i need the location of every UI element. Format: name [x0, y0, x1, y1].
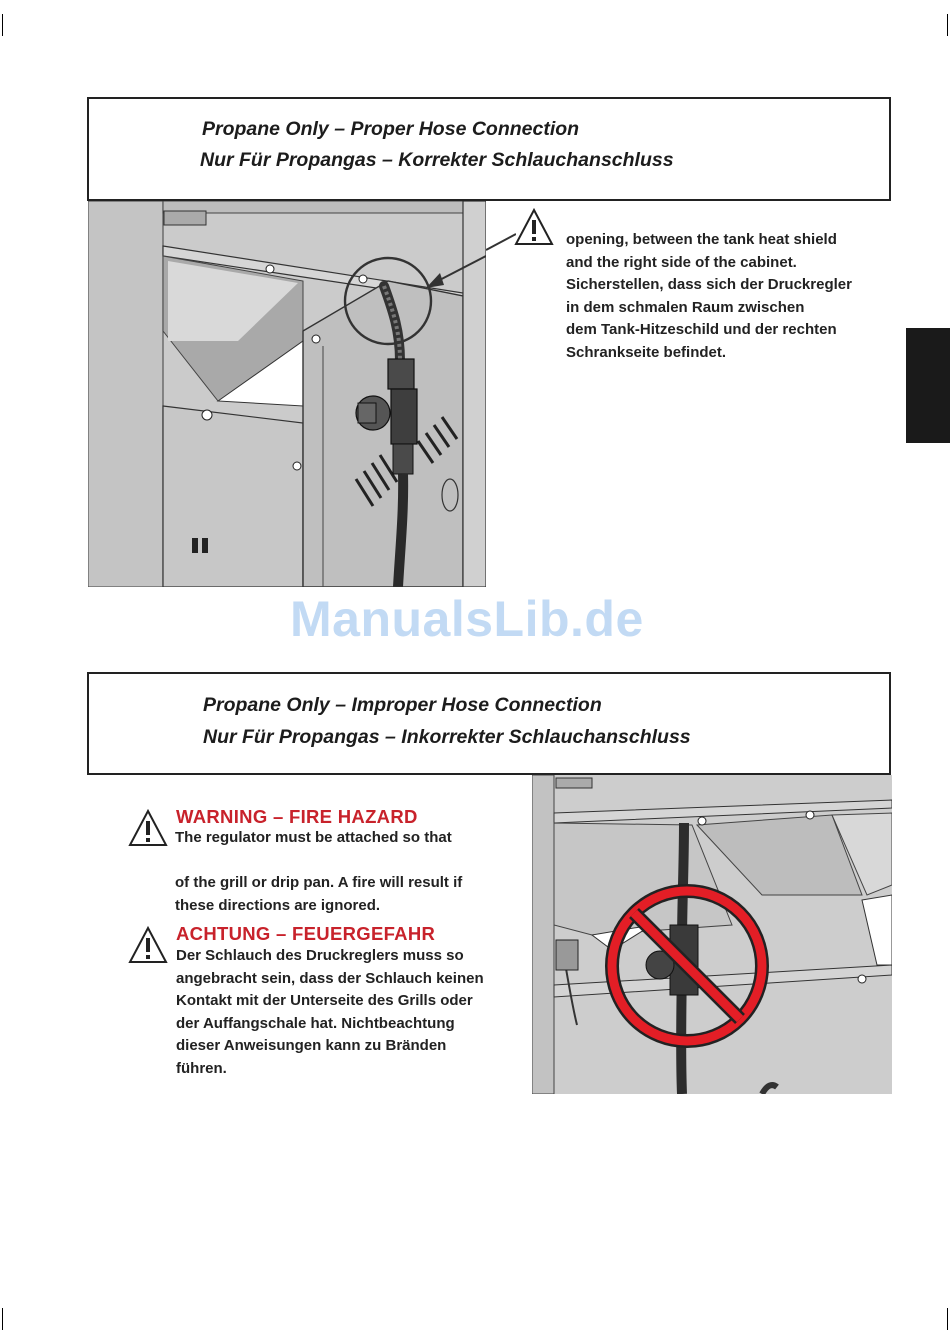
warning-line: führen.	[176, 1059, 227, 1077]
warning-line: these directions are ignored.	[175, 896, 381, 914]
warning-line: der Auffangschale hat. Nichtbeachtung	[176, 1014, 455, 1032]
caption-line: Schrankseite befindet.	[566, 343, 727, 361]
pointer-arrow	[486, 232, 516, 252]
warning-text-de	[176, 945, 484, 1080]
warning-heading-en: WARNING – FIRE HAZARD	[176, 806, 418, 827]
section-tab	[906, 328, 950, 443]
section1-title-en: Propane Only – Proper Hose Connection	[202, 118, 580, 140]
section1-caption	[566, 229, 852, 364]
section2-title-en: Propane Only – Improper Hose Connection	[203, 694, 602, 716]
warning-line: dieser Anweisungen kann zu Bränden	[176, 1037, 447, 1054]
improper-hose-prohibited-illustration	[532, 775, 892, 1094]
caption-line: Sicherstellen, dass sich der Druckregler	[566, 276, 852, 293]
caption-line: dem Tank-Hitzeschild und der rechten	[566, 321, 837, 338]
warning-triangle-icon	[128, 925, 168, 965]
warning-line: Kontakt mit der Unterseite des Grills oder	[176, 992, 473, 1009]
caption-line: and the right side of the cabinet.	[566, 253, 797, 271]
section2-title-box	[87, 672, 891, 775]
crop-mark	[2, 1308, 3, 1330]
caption-line: in dem schmalen Raum zwischen	[566, 298, 805, 316]
crop-mark	[947, 1308, 948, 1330]
warning-line: Der Schlauch des Druckreglers muss so	[176, 947, 464, 964]
warning-triangle-icon	[128, 808, 168, 848]
section1-title-de: Nur Für Propangas – Korrekter Schlauchanschluss	[200, 149, 674, 171]
section2-title-de: Nur Für Propangas – Inkorrekter Schlauchanschluss	[203, 726, 691, 748]
warning-triangle-icon	[514, 207, 554, 247]
warning-line: The regulator must be attached so that	[175, 829, 452, 846]
crop-mark	[2, 14, 3, 36]
warning-line: angebracht sein, dass der Schlauch keinen	[176, 969, 484, 987]
crop-mark	[947, 14, 948, 36]
warning-line: of the grill or drip pan. A fire will result if	[175, 874, 463, 891]
regulator-hose-cabinet-illustration	[88, 201, 486, 587]
caption-line: opening, between the tank heat shield	[566, 231, 837, 248]
watermark: ManualsLib.de	[290, 591, 644, 647]
warning-text-en	[175, 827, 462, 917]
warning-heading-de: ACHTUNG – FEUERGEFAHR	[176, 923, 436, 944]
warning-line	[175, 850, 462, 873]
